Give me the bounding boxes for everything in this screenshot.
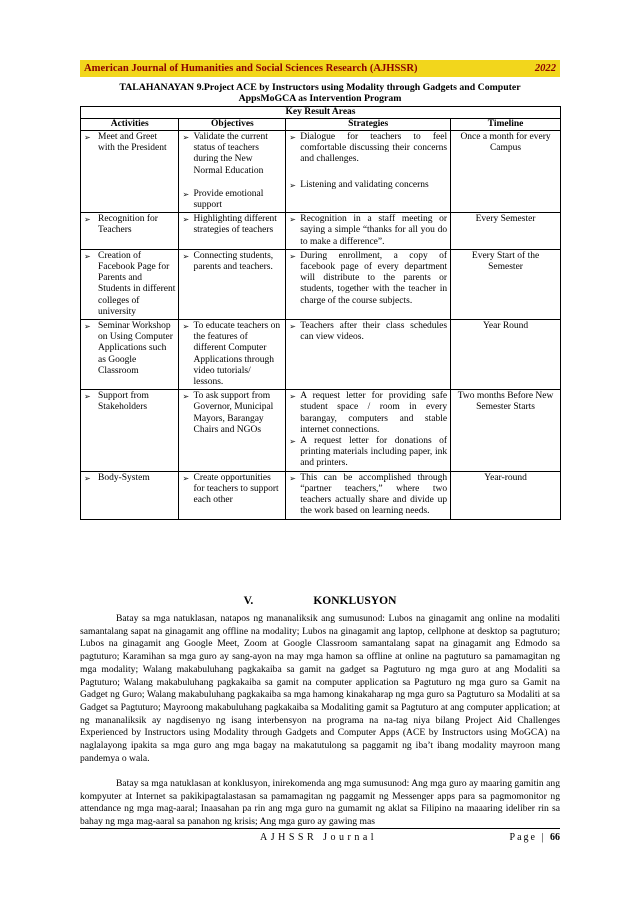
- arrow-bullet-icon: ➢: [289, 215, 296, 225]
- table-row: [81, 390, 561, 471]
- arrow-bullet-icon: ➢: [289, 251, 296, 261]
- table-row: [81, 471, 561, 519]
- activity-text: Support from Stakeholders: [98, 391, 149, 413]
- section-number: V.: [243, 595, 254, 607]
- activity-text: Body-System: [98, 472, 150, 483]
- arrow-bullet-icon: ➢: [84, 215, 91, 225]
- activity-text: Seminar Workshop on Using Computer Applications such as Google Classroom: [98, 321, 173, 376]
- table-title: [80, 82, 560, 104]
- activity-cell: [81, 213, 179, 250]
- strategy-text: A request letter for donations of printing materials including paper, ink and printers.: [300, 436, 448, 469]
- column-header-timeline: Timeline: [451, 119, 561, 131]
- arrow-bullet-icon: ➢: [84, 392, 91, 402]
- body-paragraph: Batay sa mga natuklasan, natapos ng mananaliksik ang sumusunod: Lubos na ginagamit ang online na modaliti samantalang sapat na ginagamit ang offline na modality; Lubos na ginagamit ang laptop, cellphone at desktop sa pagtuturo; Lubos na ginagamit ang Google Meet, Zoom at Google Classroom samantalang sapat na ginagamit ang Edmodo sa pagtuturo; Karamihan sa mga guro ay sang-ayon na may mga hamon sa offline at online na pagtuturo sa pamamagitan ng mga modality; Walang makabuluhang pagkakaiba sa gamit na gadget sa Pagtuturo ng mga guro at ang Modaliti sa Pagtuturo; Walang makabuluhang pagkakaiba sa gamit na computer application sa Pagtuturo ng mga guro sa Gamit na Gadget ng Guro; Walang makabuluhang pagkakaiba sa mga hamong kinakaharap ng mga guro sa Pagtuturo sa Modaliti at sa Gadget sa Pagtuturo; Mayroong makabuluhang pagkakaiba sa Modaliting gamit sa Pagtuturo at ang computer application; at ng mananaliksik ay nagdisenyo ng isang interbensyon na programa na na-tag niya bilang Project Aid Challenges Experienced by Instructors using Modality through Gadgets and Computer Apps (ACE by Instructors using MoGCA) na naglalayong ipakita sa mga guro ang mga bagay na makatutulong sa paggamit ng iba’t ibang modality mayroon mang pandemya o wala.: [80, 613, 560, 764]
- strategy-text: During enrollment, a copy of facebook page of every department will distribute to the parents or students, together with the teacher in charge of the course subjects.: [300, 250, 448, 306]
- strategies-cell: [286, 131, 451, 213]
- arrow-bullet-icon: ➢: [84, 251, 91, 261]
- arrow-bullet-icon: ➢: [289, 133, 296, 142]
- activity-cell: [81, 131, 179, 213]
- objective-text: Validate the current status of teachers during the New Normal Education: [193, 132, 268, 176]
- activity-cell: [81, 390, 179, 471]
- strategy-text: A request letter for providing safe student space / room in every barangay, computers and stable internet connections.: [300, 391, 448, 435]
- table-row: [81, 249, 561, 319]
- table-row: [81, 320, 561, 390]
- project-ace-table: [80, 106, 561, 520]
- strategy-text: Dialogue for teachers to feel comfortable discussing their concerns and challenges.: [300, 132, 448, 165]
- strategies-cell: [286, 390, 451, 471]
- journal-year: 2022: [534, 63, 556, 74]
- activity-text: Recognition for Teachers: [98, 214, 158, 236]
- column-header-objectives: Objectives: [179, 119, 286, 131]
- objective-text: Create opportunities for teachers to support each other: [193, 472, 279, 506]
- column-header-activities: Activities: [81, 119, 179, 131]
- arrow-bullet-icon: ➢: [84, 322, 91, 332]
- activity-cell: [81, 471, 179, 519]
- arrow-bullet-icon: ➢: [289, 392, 296, 402]
- section-title: KONKLUSYON: [313, 595, 397, 607]
- strategies-cell: [286, 471, 451, 519]
- strategy-text: This can be accomplished through “partner teachers,” where two teachers actually share and divide up the work based on learning needs.: [300, 472, 448, 517]
- activity-text: Creation of Facebook Page for Parents and Students in different colleges of university: [98, 250, 176, 317]
- timeline-cell: Every Start of the Semester: [451, 249, 561, 319]
- objectives-cell: [179, 249, 286, 319]
- timeline-cell: Year Round: [451, 320, 561, 390]
- objectives-cell: [179, 213, 286, 250]
- strategy-text: Teachers after their class schedules can view videos.: [300, 321, 448, 343]
- strategy-text: Listening and validating concerns: [300, 179, 429, 190]
- objective-text: Provide emotional support: [193, 188, 264, 211]
- arrow-bullet-icon: ➢: [289, 180, 296, 190]
- objective-text: Connecting students, parents and teachers.: [193, 250, 274, 273]
- activity-cell: [81, 249, 179, 319]
- table-title-line-2: AppsMoGCA as Intervention Program: [238, 93, 402, 104]
- timeline-cell: Every Semester: [451, 213, 561, 250]
- arrow-bullet-icon: ➢: [182, 473, 190, 483]
- arrow-bullet-icon: ➢: [289, 473, 296, 483]
- footer-page-number: 66: [550, 832, 560, 843]
- objectives-cell: [179, 131, 286, 213]
- arrow-bullet-icon: ➢: [182, 133, 190, 142]
- table-row: [81, 131, 561, 213]
- activity-text: Meet and Greet with the President: [98, 132, 167, 154]
- objective-text: To educate teachers on the features of different Computer Applications through video tutorials/ lessons.: [193, 321, 281, 388]
- arrow-bullet-icon: ➢: [182, 189, 190, 199]
- arrow-bullet-icon: ➢: [182, 251, 190, 261]
- table-caption-row: [81, 107, 561, 119]
- timeline-cell: Two months Before New Semester Starts: [451, 390, 561, 471]
- objectives-cell: [179, 390, 286, 471]
- section-heading: [80, 595, 560, 607]
- strategies-cell: [286, 320, 451, 390]
- arrow-bullet-icon: ➢: [289, 437, 296, 447]
- timeline-cell: Year-round: [451, 471, 561, 519]
- activity-cell: [81, 320, 179, 390]
- footer-page: [510, 832, 560, 843]
- page-footer: [80, 832, 560, 843]
- table-row: [81, 213, 561, 250]
- table-title-line-1: TALAHANAYAN 9.Project ACE by Instructors using Modality through Gadgets and Computer: [119, 82, 521, 93]
- table-caption: Key Result Areas: [81, 107, 561, 119]
- footer-divider: [80, 828, 560, 829]
- footer-journal: AJHSSR Journal: [260, 832, 378, 843]
- table-header-row: [81, 119, 561, 131]
- objectives-cell: [179, 320, 286, 390]
- arrow-bullet-icon: ➢: [289, 322, 296, 332]
- objective-text: To ask support from Governor, Municipal Mayors, Barangay Chairs and NGOs: [193, 391, 274, 435]
- strategy-text: Recognition in a staff meeting or saying a simple “thanks for all you do to make a difference”.: [300, 214, 448, 247]
- arrow-bullet-icon: ➢: [84, 473, 91, 483]
- footer-page-label: Page |: [509, 832, 546, 843]
- objectives-cell: [179, 471, 286, 519]
- journal-header-bar: [80, 60, 560, 77]
- arrow-bullet-icon: ➢: [182, 322, 190, 332]
- journal-name: American Journal of Humanities and Social Sciences Research (AJHSSR): [84, 63, 418, 74]
- objective-text: Highlighting different strategies of teachers: [193, 214, 277, 236]
- strategies-cell: [286, 213, 451, 250]
- timeline-cell: Once a month for every Campus: [451, 131, 561, 213]
- arrow-bullet-icon: ➢: [182, 392, 190, 402]
- column-header-strategies: Strategies: [286, 119, 451, 131]
- arrow-bullet-icon: ➢: [182, 215, 190, 225]
- body-paragraph: Batay sa mga natuklasan at konklusyon, inirekomenda ang mga sumusunod: Ang mga guro ay maaring gamitin ang kompyuter at Internet sa pakikipagtalastasan sa pamamagitan ng paggamit ng Messenger apps para sa pagmomonitor ng attendance ng mga mag-aaral; Inaasahan pa rin ang mga guro na gumamit ng aklat sa Filipino na maaaring ideliber rin sa bahay ng mga mag-aaral sa panahon ng krisis; Ang mga guro ay gawing mas: [80, 778, 560, 828]
- strategies-cell: [286, 249, 451, 319]
- arrow-bullet-icon: ➢: [84, 133, 91, 142]
